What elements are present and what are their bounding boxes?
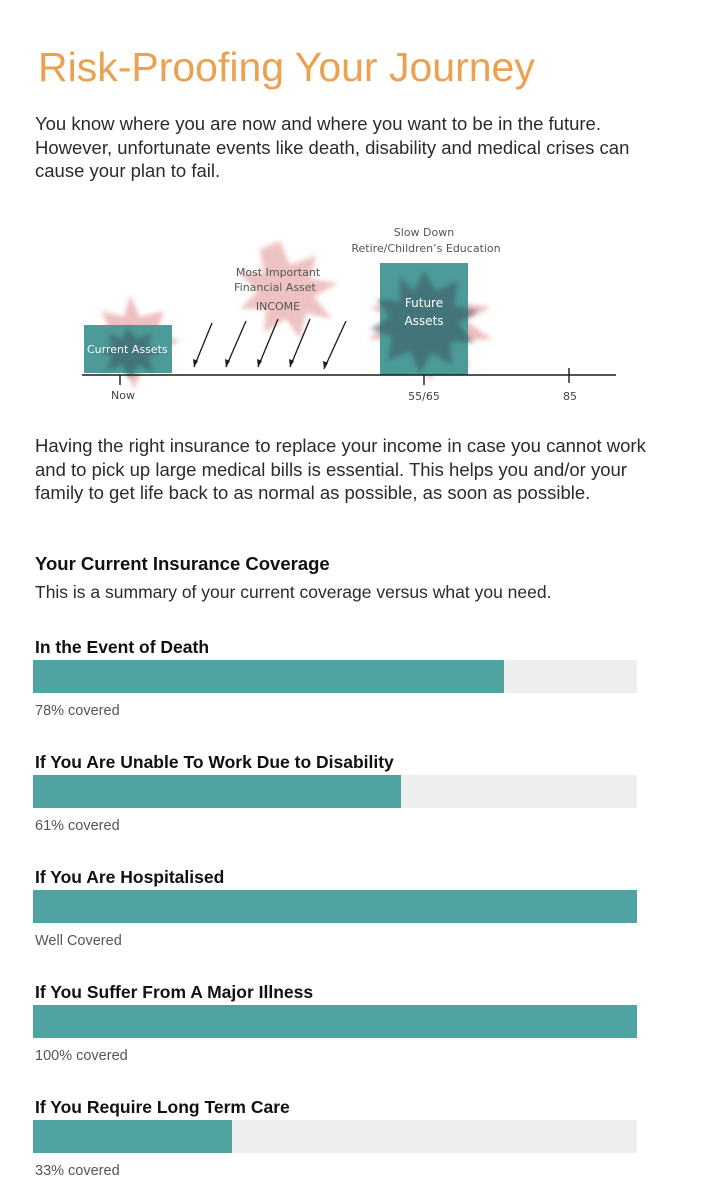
- income-label-line3: INCOME: [255, 300, 301, 313]
- coverage-death: [33, 636, 638, 719]
- tick-now-label: Now: [111, 389, 135, 402]
- coverage-label: In the Event of Death: [35, 637, 210, 657]
- tick-retire-label: 55/65: [408, 390, 440, 403]
- coverage-label: If You Are Unable To Work Due to Disability: [35, 752, 394, 772]
- income-label-line2: Financial Asset: [234, 281, 316, 294]
- coverage-bar-track: [33, 890, 637, 923]
- future-assets-label-line1: Future: [404, 296, 444, 310]
- financial-journey-diagram: [60, 215, 640, 415]
- coverage-label: If You Are Hospitalised: [35, 867, 225, 887]
- coverage-status: Well Covered: [35, 933, 122, 949]
- coverage-major-illness: [33, 981, 638, 1064]
- coverage-status: 100% covered: [35, 1048, 128, 1064]
- slow-down-label: Slow Down: [393, 226, 455, 239]
- coverage-bar-track: [33, 660, 637, 693]
- coverage-status: 61% covered: [35, 818, 120, 834]
- coverage-disability: [33, 751, 638, 834]
- tick-end-label: 85: [563, 390, 577, 403]
- coverage-bar-track: [33, 1005, 637, 1038]
- coverage-label: If You Suffer From A Major Illness: [35, 982, 314, 1002]
- coverage-status: 78% covered: [35, 703, 120, 719]
- coverage-bar-fill: [33, 890, 637, 923]
- coverage-bar-fill: [33, 775, 401, 808]
- page-title: Risk-Proofing Your Journey: [38, 44, 535, 90]
- coverage-bar-fill: [33, 660, 504, 693]
- coverage-bar-track: [33, 775, 637, 808]
- coverage-long-term-care: [33, 1096, 638, 1179]
- current-assets-label: Current Assets: [87, 343, 168, 356]
- retire-label: Retire/Children’s Education: [351, 242, 501, 255]
- future-assets-label-line2: Assets: [404, 314, 444, 328]
- coverage-bar-track: [33, 1120, 637, 1153]
- section-title: Your Current Insurance Coverage: [35, 553, 330, 574]
- income-label-line1: Most Important: [235, 266, 321, 279]
- coverage-hospitalised: [33, 866, 638, 949]
- coverage-label: If You Require Long Term Care: [35, 1097, 290, 1117]
- coverage-bar-fill: [33, 1120, 232, 1153]
- intro-paragraph: You know where you are now and where you want to be in the future. However, unfortunate events like death, disability and medical crises can cause your plan to fail.: [35, 113, 630, 181]
- section-subtitle: This is a summary of your current coverage versus what you need.: [35, 582, 552, 602]
- insurance-paragraph: Having the right insurance to replace your income in case you cannot work and to pick up large medical bills is essential. This helps you and/or your family to get life back to as normal as possible, as soon as possible.: [35, 435, 646, 503]
- coverage-status: 33% covered: [35, 1163, 120, 1179]
- arrow-heads: [193, 359, 328, 369]
- coverage-bar-fill: [33, 1005, 637, 1038]
